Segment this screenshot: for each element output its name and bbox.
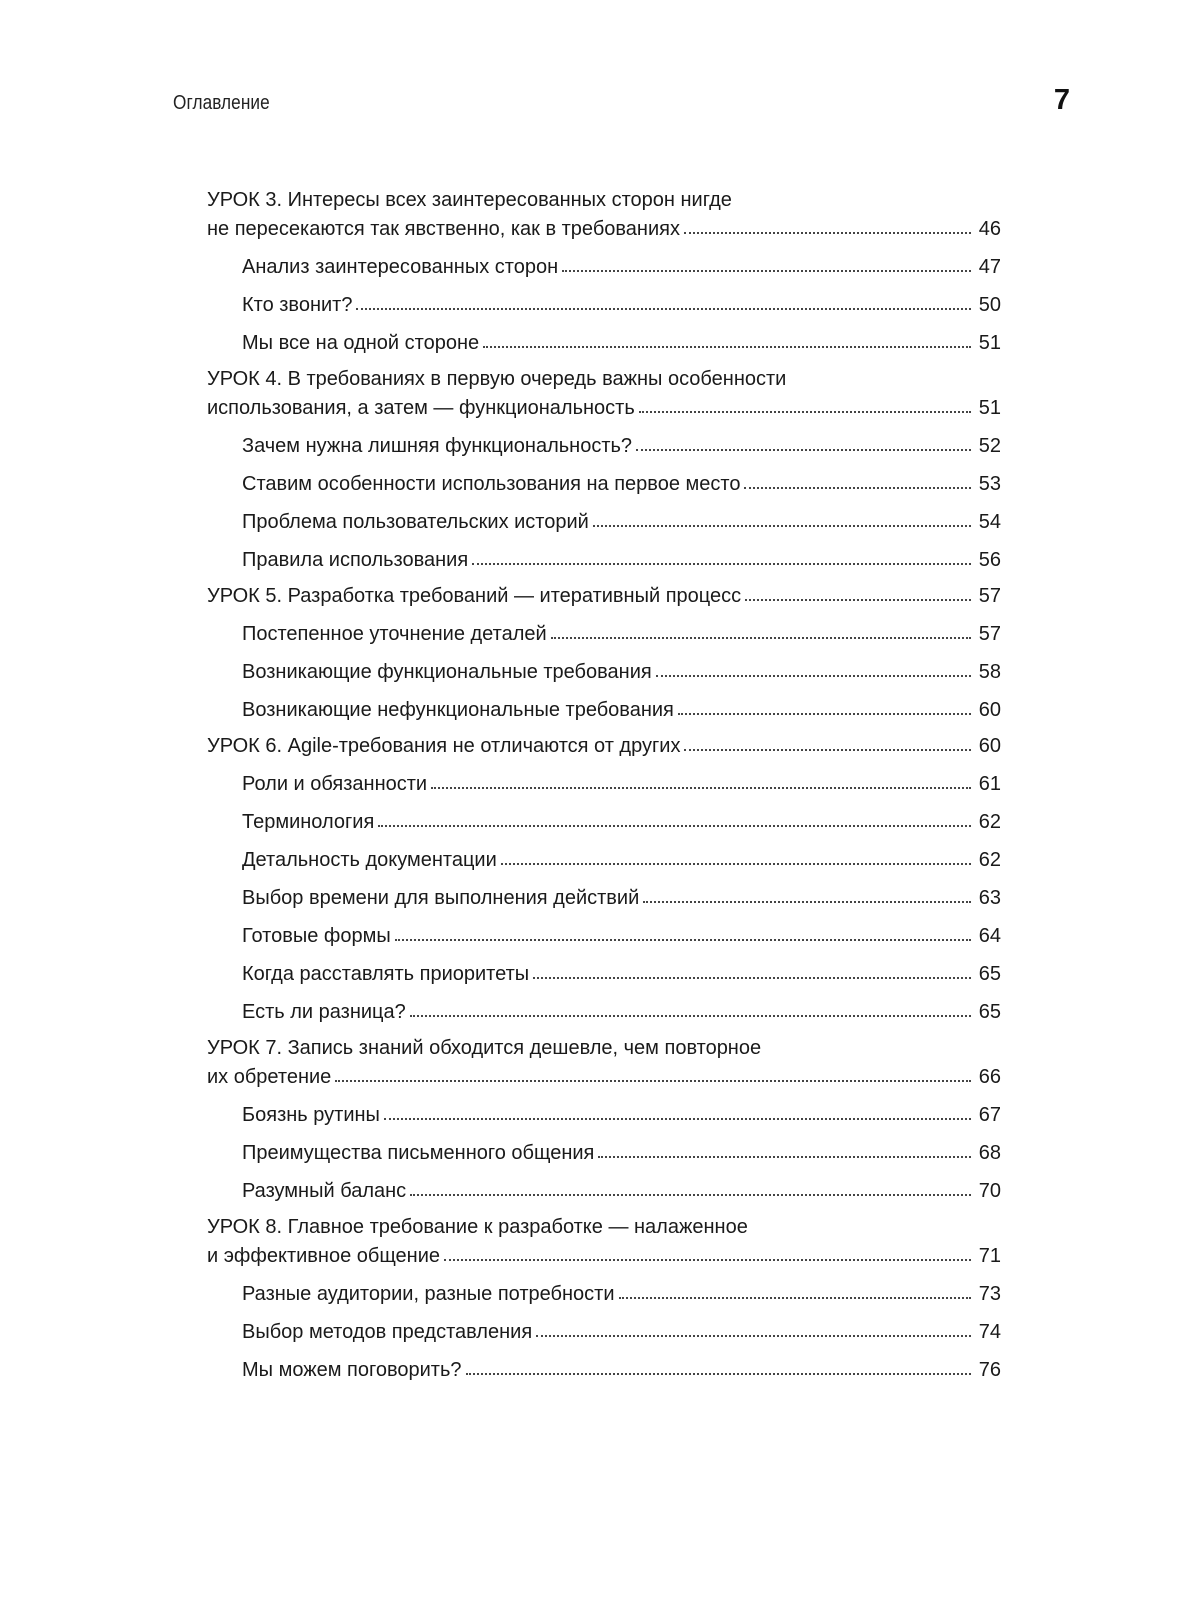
toc-entry-page: 57 xyxy=(978,585,1001,607)
toc-lesson-entry xyxy=(207,186,1001,244)
toc-entry-page: 50 xyxy=(978,294,1001,316)
toc-section-entry xyxy=(207,770,1001,799)
toc-entry-line xyxy=(242,846,1001,875)
toc-entry-page: 47 xyxy=(978,256,1001,278)
toc-section-entry xyxy=(207,696,1001,725)
dot-leader xyxy=(483,329,971,349)
toc-entry-page: 60 xyxy=(978,735,1001,757)
toc-entry-title: и эффективное общение xyxy=(207,1245,441,1267)
toc-entry-title: Готовые формы xyxy=(242,925,391,947)
toc-section-entry xyxy=(207,1318,1001,1347)
toc-entry-title: Возникающие нефункциональные требования xyxy=(242,699,674,721)
toc-entry-line xyxy=(242,696,1001,725)
toc-section-entry xyxy=(207,253,1001,282)
toc-entry-line xyxy=(242,960,1001,989)
toc-entry-title: Разумный баланс xyxy=(242,1180,407,1202)
toc-entry-line xyxy=(242,998,1001,1027)
toc-section-entry xyxy=(207,620,1001,649)
dot-leader xyxy=(378,808,971,828)
toc-entry-line xyxy=(242,291,1001,320)
toc-entry-title: Ставим особенности использования на первое место xyxy=(242,473,741,495)
dot-leader xyxy=(593,508,971,528)
toc-entry-page: 53 xyxy=(978,473,1001,495)
dot-leader xyxy=(384,1101,971,1121)
dot-leader xyxy=(619,1280,972,1300)
toc-entry-page: 51 xyxy=(978,332,1001,354)
toc-entry-title: Проблема пользовательских историй xyxy=(242,511,589,533)
toc-entry-line xyxy=(242,1139,1001,1168)
toc-entry-line xyxy=(207,582,1001,611)
toc-entry-title: Разные аудитории, разные потребности xyxy=(242,1283,615,1305)
toc-section-entry xyxy=(207,960,1001,989)
dot-leader xyxy=(472,546,971,566)
toc-entry-line xyxy=(242,658,1001,687)
toc-entry-title-line1: УРОК 8. Главное требование к разработке — налаженное xyxy=(207,1216,748,1238)
toc-entry-page: 46 xyxy=(978,218,1001,240)
toc-section-entry xyxy=(207,432,1001,461)
toc-section-entry xyxy=(207,1177,1001,1206)
toc-entry-page: 61 xyxy=(978,773,1001,795)
dot-leader xyxy=(684,215,971,235)
dot-leader xyxy=(551,620,971,640)
toc-entry-line xyxy=(242,1177,1001,1206)
dot-leader xyxy=(533,960,971,980)
toc-entry-page: 57 xyxy=(978,623,1001,645)
toc-section-entry xyxy=(207,1280,1001,1309)
toc-section-entry xyxy=(207,922,1001,951)
dot-leader xyxy=(678,696,971,716)
toc-entry-page: 70 xyxy=(978,1180,1001,1202)
toc-entry-line xyxy=(242,1318,1001,1347)
toc-entry-line xyxy=(242,1280,1001,1309)
toc-entry-page: 56 xyxy=(978,549,1001,571)
toc-lesson-entry xyxy=(207,365,1001,423)
toc-lesson-entry xyxy=(207,582,1001,611)
toc-section-entry xyxy=(207,884,1001,913)
toc-entry-page: 51 xyxy=(978,397,1001,419)
toc-section-entry xyxy=(207,470,1001,499)
toc-entry-page: 68 xyxy=(978,1142,1001,1164)
table-of-contents xyxy=(207,186,1001,1385)
toc-entry-line xyxy=(242,329,1001,358)
toc-entry-page: 63 xyxy=(978,887,1001,909)
running-head: Оглавление xyxy=(173,92,270,114)
toc-entry-line xyxy=(207,1063,1001,1092)
toc-entry-title: УРОК 5. Разработка требований — итеративный процесс xyxy=(207,585,742,607)
toc-entry-title: Боязнь рутины xyxy=(242,1104,380,1126)
toc-section-entry xyxy=(207,1139,1001,1168)
toc-entry-line xyxy=(242,508,1001,537)
toc-section-entry xyxy=(207,329,1001,358)
toc-entry-title: Когда расставлять приоритеты xyxy=(242,963,530,985)
toc-entry-title: Анализ заинтересованных сторон xyxy=(242,256,559,278)
toc-entry-title: не пересекаются так явственно, как в требованиях xyxy=(207,218,680,240)
toc-entry-line xyxy=(242,253,1001,282)
toc-entry-page: 71 xyxy=(978,1245,1001,1267)
dot-leader xyxy=(431,770,971,790)
toc-section-entry xyxy=(207,808,1001,837)
toc-entry-title: Детальность документации xyxy=(242,849,497,871)
toc-entry-title-line1: УРОК 7. Запись знаний обходится дешевле, чем повторное xyxy=(207,1037,762,1059)
toc-entry-title: Роли и обязанности xyxy=(242,773,428,795)
dot-leader xyxy=(466,1356,971,1376)
dot-leader xyxy=(744,470,971,490)
toc-entry-page: 58 xyxy=(978,661,1001,683)
toc-entry-title: УРОК 6. Agile-требования не отличаются от других xyxy=(207,735,681,757)
toc-entry-line xyxy=(242,620,1001,649)
toc-section-entry xyxy=(207,291,1001,320)
dot-leader xyxy=(335,1063,971,1083)
toc-entry-page: 66 xyxy=(978,1066,1001,1088)
toc-entry-line xyxy=(242,922,1001,951)
toc-entry-title: Правила использования xyxy=(242,549,469,571)
page-number: 7 xyxy=(1053,84,1070,116)
toc-lesson-entry xyxy=(207,732,1001,761)
dot-leader xyxy=(562,253,971,273)
toc-section-entry xyxy=(207,546,1001,575)
toc-section-entry xyxy=(207,998,1001,1027)
toc-lesson-entry xyxy=(207,1213,1001,1271)
toc-entry-title: Есть ли разница? xyxy=(242,1001,406,1023)
dot-leader xyxy=(639,394,971,414)
toc-entry-page: 62 xyxy=(978,849,1001,871)
toc-entry-title-line1: УРОК 4. В требованиях в первую очередь важны особенности xyxy=(207,368,787,390)
dot-leader xyxy=(643,884,971,904)
toc-lesson-entry xyxy=(207,1034,1001,1092)
dot-leader xyxy=(410,1177,971,1197)
toc-entry-page: 52 xyxy=(978,435,1001,457)
toc-section-entry xyxy=(207,1101,1001,1130)
toc-entry-line xyxy=(242,1101,1001,1130)
toc-entry-line xyxy=(207,215,1001,244)
toc-entry-page: 76 xyxy=(978,1359,1001,1381)
toc-entry-page: 54 xyxy=(978,511,1001,533)
toc-section-entry xyxy=(207,508,1001,537)
toc-entry-line xyxy=(207,732,1001,761)
dot-leader xyxy=(745,582,971,602)
toc-entry-title: Терминология xyxy=(242,811,375,833)
toc-entry-title: Мы все на одной стороне xyxy=(242,332,480,354)
dot-leader xyxy=(598,1139,971,1159)
toc-entry-page: 74 xyxy=(978,1321,1001,1343)
toc-entry-line xyxy=(207,1242,1001,1271)
toc-entry-title: Преимущества письменного общения xyxy=(242,1142,595,1164)
dot-leader xyxy=(636,432,971,452)
toc-entry-page: 65 xyxy=(978,963,1001,985)
toc-entry-line xyxy=(242,808,1001,837)
toc-entry-line xyxy=(242,546,1001,575)
dot-leader xyxy=(395,922,971,942)
toc-entry-page: 67 xyxy=(978,1104,1001,1126)
toc-entry-title: Зачем нужна лишняя функциональность? xyxy=(242,435,633,457)
toc-entry-title-line1: УРОК 3. Интересы всех заинтересованных сторон нигде xyxy=(207,189,732,211)
toc-entry-title: Возникающие функциональные требования xyxy=(242,661,652,683)
toc-entry-line xyxy=(207,394,1001,423)
toc-section-entry xyxy=(207,846,1001,875)
toc-entry-title: Выбор времени для выполнения действий xyxy=(242,887,640,909)
toc-entry-page: 64 xyxy=(978,925,1001,947)
toc-entry-title: Постепенное уточнение деталей xyxy=(242,623,547,645)
dot-leader xyxy=(501,846,971,866)
dot-leader xyxy=(356,291,971,311)
toc-entry-title: их обретение xyxy=(207,1066,332,1088)
dot-leader xyxy=(656,658,971,678)
toc-entry-title: использования, а затем — функциональность xyxy=(207,397,635,419)
toc-entry-page: 60 xyxy=(978,699,1001,721)
toc-entry-title: Выбор методов представления xyxy=(242,1321,533,1343)
toc-entry-line xyxy=(242,884,1001,913)
toc-entry-title: Кто звонит? xyxy=(242,294,353,316)
toc-entry-line xyxy=(242,432,1001,461)
toc-entry-page: 62 xyxy=(978,811,1001,833)
dot-leader xyxy=(536,1318,971,1338)
toc-entry-line xyxy=(242,770,1001,799)
toc-entry-title: Мы можем поговорить? xyxy=(242,1359,462,1381)
toc-entry-line xyxy=(242,1356,1001,1385)
dot-leader xyxy=(444,1242,971,1262)
dot-leader xyxy=(410,998,971,1018)
toc-entry-page: 65 xyxy=(978,1001,1001,1023)
dot-leader xyxy=(684,732,971,752)
toc-section-entry xyxy=(207,1356,1001,1385)
toc-entry-page: 73 xyxy=(978,1283,1001,1305)
toc-section-entry xyxy=(207,658,1001,687)
toc-entry-line xyxy=(242,470,1001,499)
